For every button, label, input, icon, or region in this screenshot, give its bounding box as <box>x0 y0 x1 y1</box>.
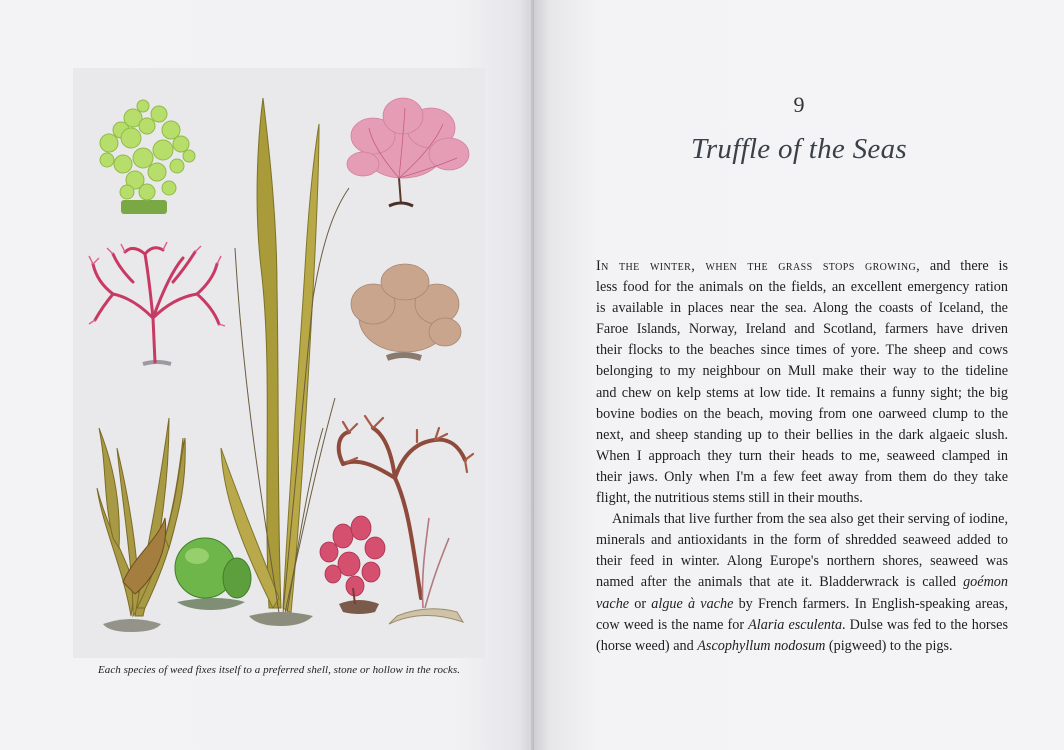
italic-term: goémon <box>963 574 1008 591</box>
paragraph-line: their flocks to the beaches since times of yore. The sheep and cows <box>596 342 1008 359</box>
paragraph-2 <box>596 509 1008 657</box>
paragraph-line: When I approach they turn their heads to me, seaweed clamped in <box>596 447 1008 464</box>
green-sphere-seaweed <box>175 538 251 610</box>
paragraph-line: minerals and antioxidants in the form of shredded seaweed added to <box>596 532 1008 549</box>
paragraph-line: named after the animals that ate it. Bladderwrack is called goémon <box>596 574 1008 591</box>
small-caps-lead: In the winter, when the grass stops growing, <box>596 258 921 274</box>
chapter-title: Truffle of the Seas <box>691 133 907 165</box>
chapter-number: 9 <box>793 92 805 117</box>
green-coralline-seaweed <box>100 100 195 214</box>
italic-term: Ascophyllum nodosum <box>697 637 826 654</box>
paragraph-line: (horse weed) and Ascophyllum nodosum (pigweed) to the pigs. <box>596 637 953 654</box>
paragraph-line: next, and sheep standing up to their bellies in the dark algaeic slush. <box>596 426 1008 443</box>
paragraph-line: cow weed is the name for Alaria esculenta. Dulse was fed to the horses <box>596 616 1008 633</box>
paragraph-line: less food for the animals on the fields, an excellent emergency ration <box>596 279 1008 296</box>
paragraph-line: Animals that live further from the sea also get their serving of iodine, <box>612 511 1008 528</box>
pink-feather-seaweed <box>347 98 469 206</box>
crimson-small-seaweed <box>320 516 385 614</box>
italic-term: algue à vache <box>651 595 734 612</box>
paragraph-line: bovine bodies on the beach, moving from one oarweed clump to the <box>596 405 1008 422</box>
paragraph-line: In the winter, when the grass stops growing, and there is <box>596 258 1008 274</box>
seaweed-illustration <box>73 68 485 658</box>
paragraph-line: their jaws. Only when I'm a few feet away from them do they take <box>596 468 1008 485</box>
paragraph-line: and chew on kelp stems at low tide. It remains a funny sight; the big <box>596 384 1008 401</box>
paragraph-line: belonging to my neighbour on Mull make their way to the tideline <box>596 363 1008 380</box>
paragraph-line: vache or algue à vache by French farmers. In English-speaking areas, <box>596 595 1008 612</box>
paragraph-line: Faroe Islands, Norway, Ireland and Scotland, farmers have driven <box>596 321 1008 338</box>
paragraph-line: is available in places near the sea. Along the coasts of Iceland, the <box>596 300 1008 317</box>
magenta-branching-seaweed <box>89 242 225 364</box>
figure-caption: Each species of weed fixes itself to a preferred shell, stone or hollow in the rocks. <box>98 664 460 676</box>
paragraph-line: their feed in winter. Along Europe's northern shores, seaweed was <box>596 553 1008 570</box>
chapter-body <box>596 256 1008 657</box>
brown-bushy-seaweed <box>351 264 461 358</box>
italic-term: vache <box>596 595 630 612</box>
seaweed-illustration-plate <box>73 68 485 658</box>
paragraph-1 <box>596 256 1008 509</box>
bladderwrack-seaweed <box>97 418 185 632</box>
italic-term: Alaria esculenta <box>748 616 843 633</box>
paragraph-line: flight, the nutritious stems still in their mouths. <box>596 490 863 507</box>
